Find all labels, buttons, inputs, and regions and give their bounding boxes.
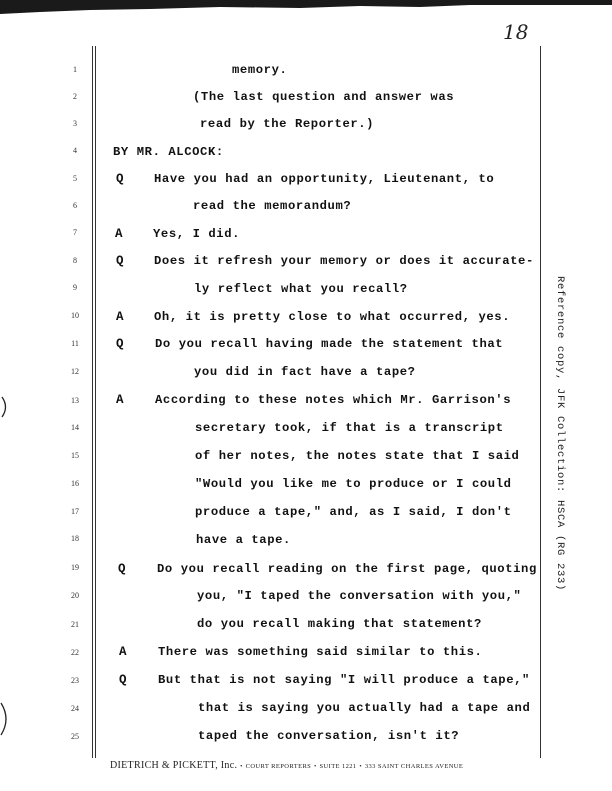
line-number: 7	[73, 228, 77, 237]
line-number: 16	[71, 479, 79, 488]
firm-name: DIETRICH & PICKETT, Inc.	[110, 760, 238, 771]
line-number: 6	[73, 201, 77, 210]
line-number: 13	[71, 396, 79, 405]
transcript-line: (The last question and answer was	[193, 90, 455, 104]
transcript-line: Does it refresh your memory or does it accurate-	[154, 254, 534, 268]
speaker-label: Q	[118, 562, 126, 576]
transcript-line: read by the Reporter.)	[200, 117, 375, 131]
line-number: 8	[73, 256, 77, 265]
speaker-label: A	[119, 645, 127, 659]
transcript-line: do you recall making that statement?	[197, 617, 482, 631]
transcript-line: secretary took, if that is a transcript	[195, 421, 504, 435]
scan-artifact-top	[0, 0, 612, 14]
transcript-line: produce a tape," and, as I said, I don't	[195, 505, 512, 519]
line-number: 4	[73, 146, 77, 155]
transcript-line: of her notes, the notes state that I said	[195, 449, 520, 463]
transcript-line: BY MR. ALCOCK:	[113, 145, 224, 159]
archive-reference-stamp: Reference copy, JFK Collection: HSCA (RG 233)	[554, 276, 566, 592]
footer-service: COURT REPORTERS	[245, 763, 312, 770]
line-number: 10	[71, 311, 79, 320]
transcript-line: read the memorandum?	[193, 199, 352, 213]
line-number: 2	[73, 92, 77, 101]
transcript-line: "Would you like me to produce or I could	[195, 477, 512, 491]
right-margin-rule	[540, 46, 541, 758]
transcript-line: There was something said similar to this.	[158, 645, 483, 659]
speaker-label: Q	[116, 337, 124, 351]
left-margin-rule-inner	[95, 46, 96, 758]
line-number: 14	[71, 423, 79, 432]
binding-hole-mark	[0, 395, 10, 419]
footer-address: 333 SAINT CHARLES AVENUE	[364, 763, 464, 770]
speaker-label: Q	[116, 254, 124, 268]
page-number: 18	[503, 20, 529, 44]
transcript-line: that is saying you actually had a tape and	[198, 701, 531, 715]
line-number: 5	[73, 174, 77, 183]
left-margin-rule	[92, 46, 93, 758]
line-number: 11	[71, 339, 79, 348]
transcript-line: memory.	[232, 63, 288, 77]
line-number: 25	[71, 732, 79, 741]
speaker-label: A	[116, 310, 124, 324]
transcript-line: Yes, I did.	[153, 227, 241, 241]
footer-separator: •	[314, 763, 317, 770]
footer-separator: •	[240, 763, 243, 770]
transcript-line: According to these notes which Mr. Garrison's	[155, 393, 512, 407]
transcript-line: But that is not saying "I will produce a tape,"	[158, 673, 530, 687]
line-number: 12	[71, 367, 79, 376]
line-number: 23	[71, 676, 79, 685]
transcript-line: Have you had an opportunity, Lieutenant, to	[154, 172, 495, 186]
transcript-line: you, "I taped the conversation with you,"	[197, 589, 522, 603]
speaker-label: A	[115, 227, 123, 241]
line-number: 18	[71, 534, 79, 543]
line-number: 19	[71, 563, 79, 572]
transcript-line: Do you recall reading on the first page, quoting	[157, 562, 537, 576]
reporter-footer	[110, 760, 550, 771]
transcript-line: have a tape.	[196, 533, 291, 547]
footer-suite: SUITE 1221	[319, 763, 357, 770]
binding-hole-mark	[0, 701, 12, 737]
footer-separator: •	[359, 763, 363, 770]
line-number: 22	[71, 648, 79, 657]
speaker-label: Q	[116, 172, 124, 186]
speaker-label: Q	[119, 673, 127, 687]
transcript-line: ly reflect what you recall?	[194, 282, 408, 296]
transcript-line: Do you recall having made the statement that	[155, 337, 504, 351]
line-number: 21	[71, 620, 79, 629]
transcript-line: taped the conversation, isn't it?	[198, 729, 460, 743]
line-number: 9	[73, 283, 77, 292]
line-number: 3	[73, 119, 77, 128]
line-number: 15	[71, 451, 79, 460]
line-number: 24	[71, 704, 79, 713]
transcript-line: Oh, it is pretty close to what occurred, yes.	[154, 310, 511, 324]
speaker-label: A	[116, 393, 124, 407]
transcript-line: you did in fact have a tape?	[194, 365, 416, 379]
line-number: 20	[71, 591, 79, 600]
line-number: 17	[71, 507, 79, 516]
line-number: 1	[73, 65, 77, 74]
